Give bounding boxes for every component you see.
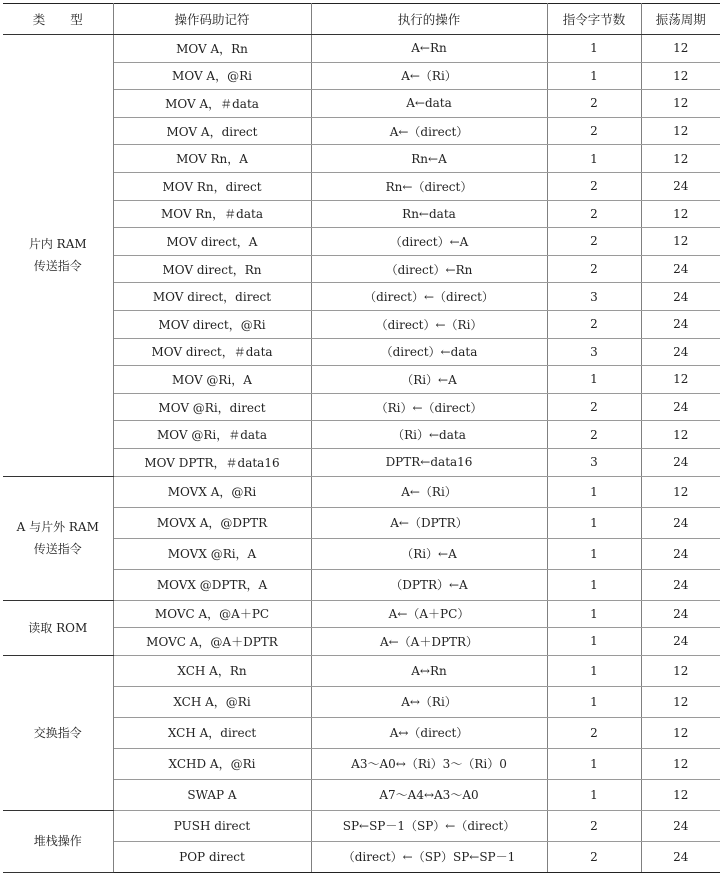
- header-cycles: 振荡周期: [641, 4, 720, 35]
- cycles-cell: 24: [641, 310, 720, 338]
- operation-cell: （direct）←A: [311, 228, 547, 256]
- mnemonic-cell: PUSH direct: [113, 810, 311, 841]
- operation-cell: A3～A0↔（Ri）3～（Ri）0: [311, 748, 547, 779]
- mnemonic-cell: MOV A，direct: [113, 117, 311, 145]
- category-line-1: 交换指令: [33, 725, 82, 740]
- cycles-cell: 12: [641, 421, 720, 449]
- bytes-cell: 2: [547, 117, 641, 145]
- bytes-cell: 1: [547, 62, 641, 90]
- header-mnemonic: 操作码助记符: [113, 4, 311, 35]
- mnemonic-cell: MOVX @Ri，A: [113, 538, 311, 569]
- mnemonic-cell: MOVX @DPTR，A: [113, 569, 311, 600]
- header-operation: 执行的操作: [311, 4, 547, 35]
- operation-cell: DPTR←data16: [311, 448, 547, 476]
- bytes-cell: 1: [547, 655, 641, 686]
- cycles-cell: 24: [641, 538, 720, 569]
- operation-cell: Rn←data: [311, 200, 547, 228]
- bytes-cell: 1: [547, 538, 641, 569]
- bytes-cell: 1: [547, 145, 641, 173]
- operation-cell: （Ri）←（direct）: [311, 393, 547, 421]
- cycles-cell: 24: [641, 338, 720, 366]
- mnemonic-cell: MOV Rn，direct: [113, 172, 311, 200]
- operation-cell: A←（A＋PC）: [311, 600, 547, 628]
- bytes-cell: 1: [547, 35, 641, 63]
- operation-cell: （direct）←Rn: [311, 255, 547, 283]
- cycles-cell: 24: [641, 172, 720, 200]
- cycles-cell: 12: [641, 717, 720, 748]
- cycles-cell: 12: [641, 228, 720, 256]
- cycles-cell: 12: [641, 748, 720, 779]
- cycles-cell: 24: [641, 283, 720, 311]
- bytes-cell: 2: [547, 90, 641, 118]
- operation-cell: A←（Ri）: [311, 476, 547, 507]
- operation-cell: A←（direct）: [311, 117, 547, 145]
- mnemonic-cell: MOV @Ri，＃data: [113, 421, 311, 449]
- cycles-cell: 24: [641, 448, 720, 476]
- operation-cell: A←Rn: [311, 35, 547, 63]
- operation-cell: A↔Rn: [311, 655, 547, 686]
- category-line-2: 传送指令: [33, 259, 82, 274]
- mnemonic-cell: MOV Rn，A: [113, 145, 311, 173]
- cycles-cell: 24: [641, 569, 720, 600]
- cycles-cell: 12: [641, 145, 720, 173]
- bytes-cell: 1: [547, 628, 641, 656]
- operation-cell: SP←SP－1（SP）←（direct）: [311, 810, 547, 841]
- cycles-cell: 12: [641, 90, 720, 118]
- mnemonic-cell: MOV A，＃data: [113, 90, 311, 118]
- bytes-cell: 3: [547, 338, 641, 366]
- bytes-cell: 2: [547, 810, 641, 841]
- operation-cell: A↔（Ri）: [311, 686, 547, 717]
- operation-cell: A←（A＋DPTR）: [311, 628, 547, 656]
- table-row: [3, 35, 720, 63]
- category-cell: [3, 655, 113, 810]
- category-cell: [3, 810, 113, 872]
- cycles-cell: 12: [641, 62, 720, 90]
- category-line-1: 堆栈操作: [33, 834, 82, 849]
- operation-cell: （Ri）←A: [311, 538, 547, 569]
- cycles-cell: 12: [641, 655, 720, 686]
- cycles-cell: 24: [641, 841, 720, 872]
- category-line-1: 片内 RAM: [28, 237, 87, 252]
- operation-cell: Rn←（direct）: [311, 172, 547, 200]
- mnemonic-cell: XCH A，Rn: [113, 655, 311, 686]
- bytes-cell: 1: [547, 779, 641, 810]
- cycles-cell: 12: [641, 779, 720, 810]
- operation-cell: A←（Ri）: [311, 62, 547, 90]
- mnemonic-cell: MOV @Ri，A: [113, 366, 311, 394]
- bytes-cell: 1: [547, 569, 641, 600]
- cycles-cell: 24: [641, 600, 720, 628]
- header-bytes: 指令字节数: [547, 4, 641, 35]
- operation-cell: （direct）←（SP）SP←SP－1: [311, 841, 547, 872]
- bytes-cell: 2: [547, 200, 641, 228]
- bytes-cell: 2: [547, 841, 641, 872]
- mnemonic-cell: MOVC A，@A＋PC: [113, 600, 311, 628]
- table-row: [3, 600, 720, 628]
- header-row: [3, 4, 720, 35]
- mnemonic-cell: MOV direct，@Ri: [113, 310, 311, 338]
- bytes-cell: 1: [547, 476, 641, 507]
- mnemonic-cell: MOV @Ri，direct: [113, 393, 311, 421]
- category-cell: [3, 600, 113, 655]
- mnemonic-cell: MOV DPTR，＃data16: [113, 448, 311, 476]
- table-body: [3, 35, 720, 873]
- cycles-cell: 12: [641, 200, 720, 228]
- mnemonic-cell: MOV A，Rn: [113, 35, 311, 63]
- mnemonic-cell: SWAP A: [113, 779, 311, 810]
- table-row: [3, 810, 720, 841]
- mnemonic-cell: XCH A，direct: [113, 717, 311, 748]
- bytes-cell: 2: [547, 228, 641, 256]
- operation-cell: A↔（direct）: [311, 717, 547, 748]
- cycles-cell: 24: [641, 628, 720, 656]
- bytes-cell: 1: [547, 686, 641, 717]
- cycles-cell: 24: [641, 810, 720, 841]
- mnemonic-cell: MOV direct，direct: [113, 283, 311, 311]
- bytes-cell: 2: [547, 172, 641, 200]
- category-line-1: A 与片外 RAM: [16, 520, 99, 534]
- bytes-cell: 2: [547, 255, 641, 283]
- category-cell: [3, 476, 113, 600]
- mnemonic-cell: MOV A，@Ri: [113, 62, 311, 90]
- instruction-table: [3, 3, 720, 873]
- mnemonic-cell: XCHD A，@Ri: [113, 748, 311, 779]
- operation-cell: A←（DPTR）: [311, 507, 547, 538]
- cycles-cell: 24: [641, 507, 720, 538]
- bytes-cell: 2: [547, 310, 641, 338]
- header-category: 类 型: [3, 4, 113, 35]
- mnemonic-cell: MOVC A，@A＋DPTR: [113, 628, 311, 656]
- category-cell: [3, 35, 113, 477]
- table-row: [3, 655, 720, 686]
- cycles-cell: 12: [641, 35, 720, 63]
- cycles-cell: 24: [641, 393, 720, 421]
- mnemonic-cell: MOV direct，＃data: [113, 338, 311, 366]
- bytes-cell: 1: [547, 507, 641, 538]
- operation-cell: （direct）←（Ri）: [311, 310, 547, 338]
- mnemonic-cell: XCH A，@Ri: [113, 686, 311, 717]
- table-row: [3, 476, 720, 507]
- bytes-cell: 2: [547, 393, 641, 421]
- mnemonic-cell: MOVX A，@DPTR: [113, 507, 311, 538]
- bytes-cell: 3: [547, 283, 641, 311]
- mnemonic-cell: MOV Rn，＃data: [113, 200, 311, 228]
- bytes-cell: 2: [547, 421, 641, 449]
- cycles-cell: 12: [641, 366, 720, 394]
- operation-cell: （direct）←data: [311, 338, 547, 366]
- bytes-cell: 3: [547, 448, 641, 476]
- mnemonic-cell: MOV direct，Rn: [113, 255, 311, 283]
- cycles-cell: 12: [641, 117, 720, 145]
- operation-cell: （Ri）←data: [311, 421, 547, 449]
- operation-cell: A←data: [311, 90, 547, 118]
- operation-cell: （Ri）←A: [311, 366, 547, 394]
- bytes-cell: 2: [547, 717, 641, 748]
- bytes-cell: 1: [547, 366, 641, 394]
- operation-cell: Rn←A: [311, 145, 547, 173]
- cycles-cell: 12: [641, 686, 720, 717]
- category-line-1: 读取 ROM: [28, 620, 88, 635]
- cycles-cell: 24: [641, 255, 720, 283]
- operation-cell: （DPTR）←A: [311, 569, 547, 600]
- cycles-cell: 12: [641, 476, 720, 507]
- operation-cell: （direct）←（direct）: [311, 283, 547, 311]
- category-line-2: 传送指令: [33, 542, 82, 556]
- operation-cell: A7～A4↔A3～A0: [311, 779, 547, 810]
- mnemonic-cell: POP direct: [113, 841, 311, 872]
- bytes-cell: 1: [547, 748, 641, 779]
- mnemonic-cell: MOV direct，A: [113, 228, 311, 256]
- mnemonic-cell: MOVX A，@Ri: [113, 476, 311, 507]
- bytes-cell: 1: [547, 600, 641, 628]
